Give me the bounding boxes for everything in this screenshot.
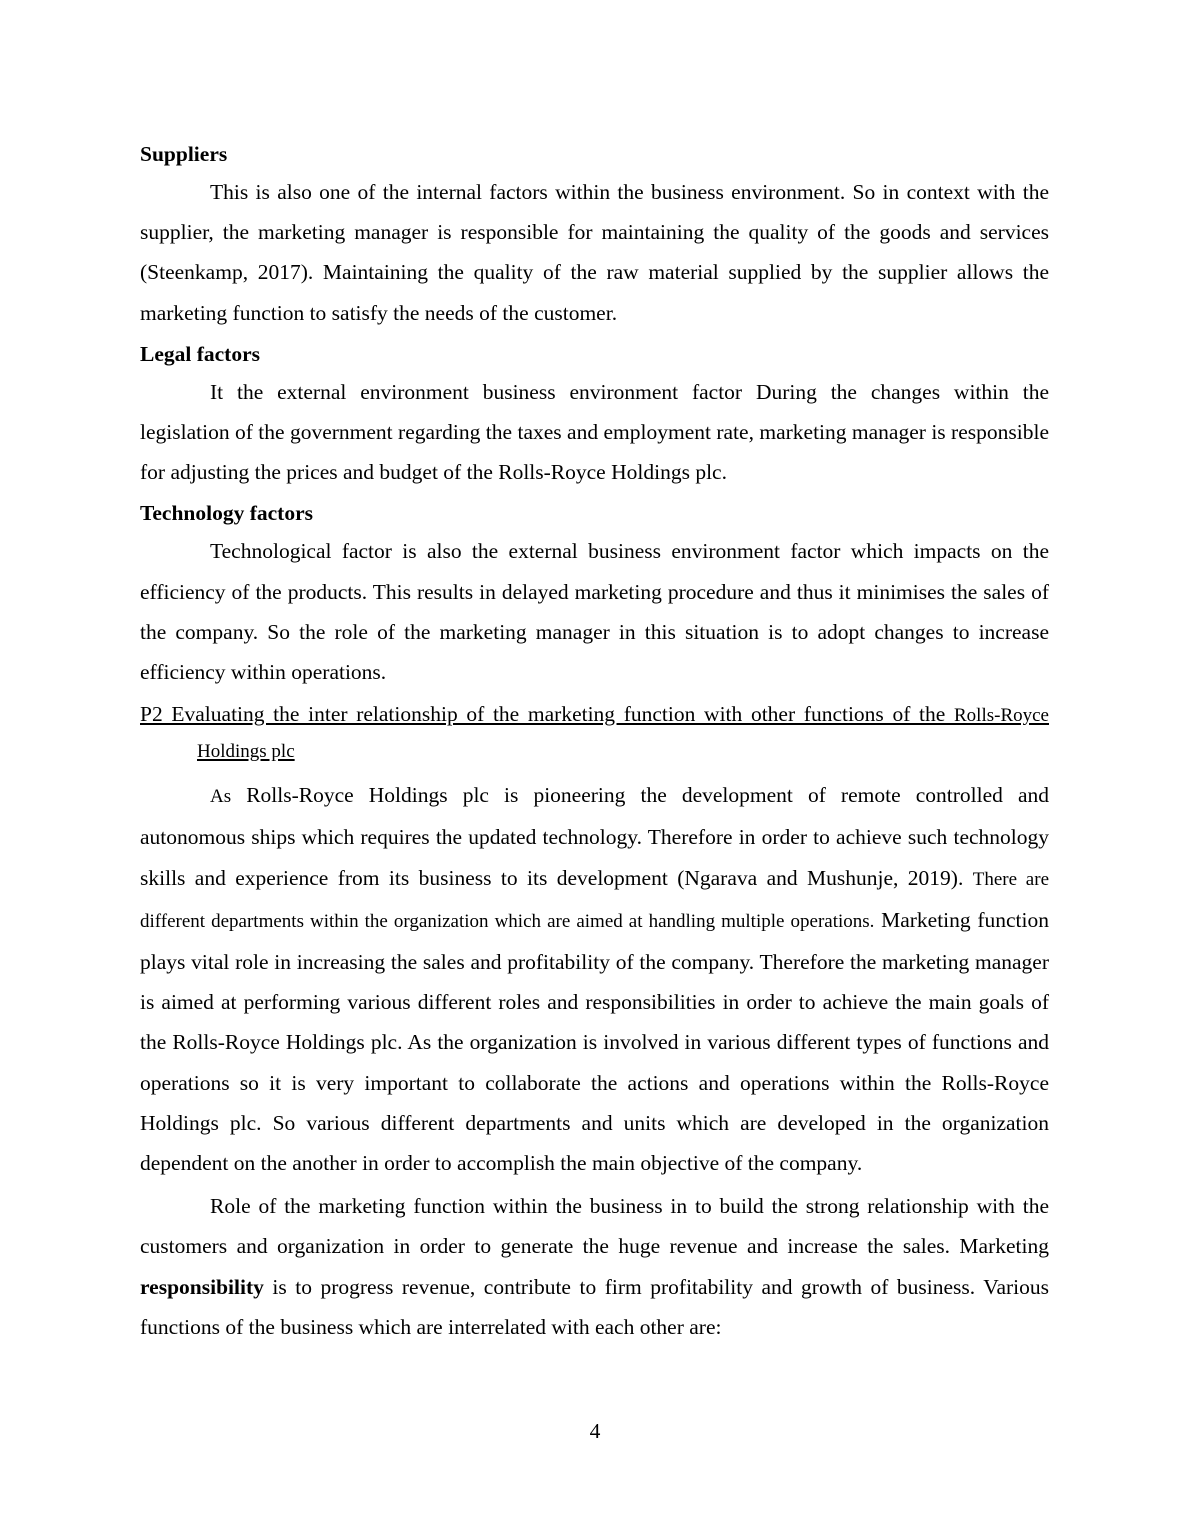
p2-para1-as: As <box>210 786 232 808</box>
p2-para2-bold: responsibility <box>140 1274 264 1299</box>
technology-factors-heading: Technology factors <box>140 501 313 526</box>
technology-factors-paragraph: Technological factor is also the external business environment factor which impacts on the efficiency of the products. This results in delayed marketing procedure and thus it minimises the sales of the company. So the role of the marketing manager in this situation is to adopt changes to increase efficiency within operations. <box>140 539 1049 685</box>
suppliers-paragraph: This is also one of the internal factors within the business environment. So in context with the supplier, the marketing manager is responsible for maintaining the quality of the goods and services (Steenkamp, 2017). Maintaining the quality of the raw material supplied by the supplier allows the marketing function to satisfy the needs of the customer. <box>140 180 1049 325</box>
p2-heading-company: Rolls-Royce Holdings plc <box>197 705 1049 763</box>
page-number: 4 <box>589 1419 601 1443</box>
p2-para1-part-a: Rolls-Royce Holdings plc is pioneering the development of remote controlled and autonomous ships which requires the updated technology. Therefore in order to achieve such technology skills and experience from its business to its development (Ngarava and Mushunje, 2019). <box>140 783 1049 890</box>
p2-paragraph-1 <box>140 775 1049 1183</box>
p2-para1-part-b: Marketing function plays vital role in increasing the sales and profitability of the company. Therefore the marketing manager is aimed at performing various different roles and responsibilities in order to achieve the main goals of the Rolls-Royce Holdings plc. As the organization is involved in various different types of functions and operations so it is very important to collaborate the actions and operations within the Rolls-Royce Holdings plc. So various different departments and units which are developed in the organization dependent on the another in order to accomplish the main objective of the company. <box>140 907 1049 1176</box>
p2-para1-departments: There are different departments within the organization which are aimed at handling multiple operations. <box>140 868 1050 932</box>
p2-para2-part-a: Role of the marketing function within the business in to build the strong relationship with the customers and organization in order to generate the huge revenue and increase the sales. Marketing <box>140 1194 1049 1259</box>
p2-heading-main: P2 Evaluating the inter relationship of the marketing function with other functions of the <box>140 702 954 727</box>
suppliers-heading: Suppliers <box>140 142 228 166</box>
legal-factors-heading: Legal factors <box>140 341 261 366</box>
p2-para2-part-b: is to progress revenue, contribute to firm profitability and growth of business. Various functions of the business which are interrelated with each other are: <box>140 1274 1049 1339</box>
p2-paragraph-2 <box>140 1186 1049 1347</box>
document-page <box>140 136 1049 1350</box>
legal-factors-paragraph: It the external environment business environment factor During the changes within the legislation of the government regarding the taxes and employment rate, marketing manager is responsible for adjusting the prices and budget of the Rolls-Royce Holdings plc. <box>140 379 1049 485</box>
p2-section-heading <box>140 697 1049 769</box>
